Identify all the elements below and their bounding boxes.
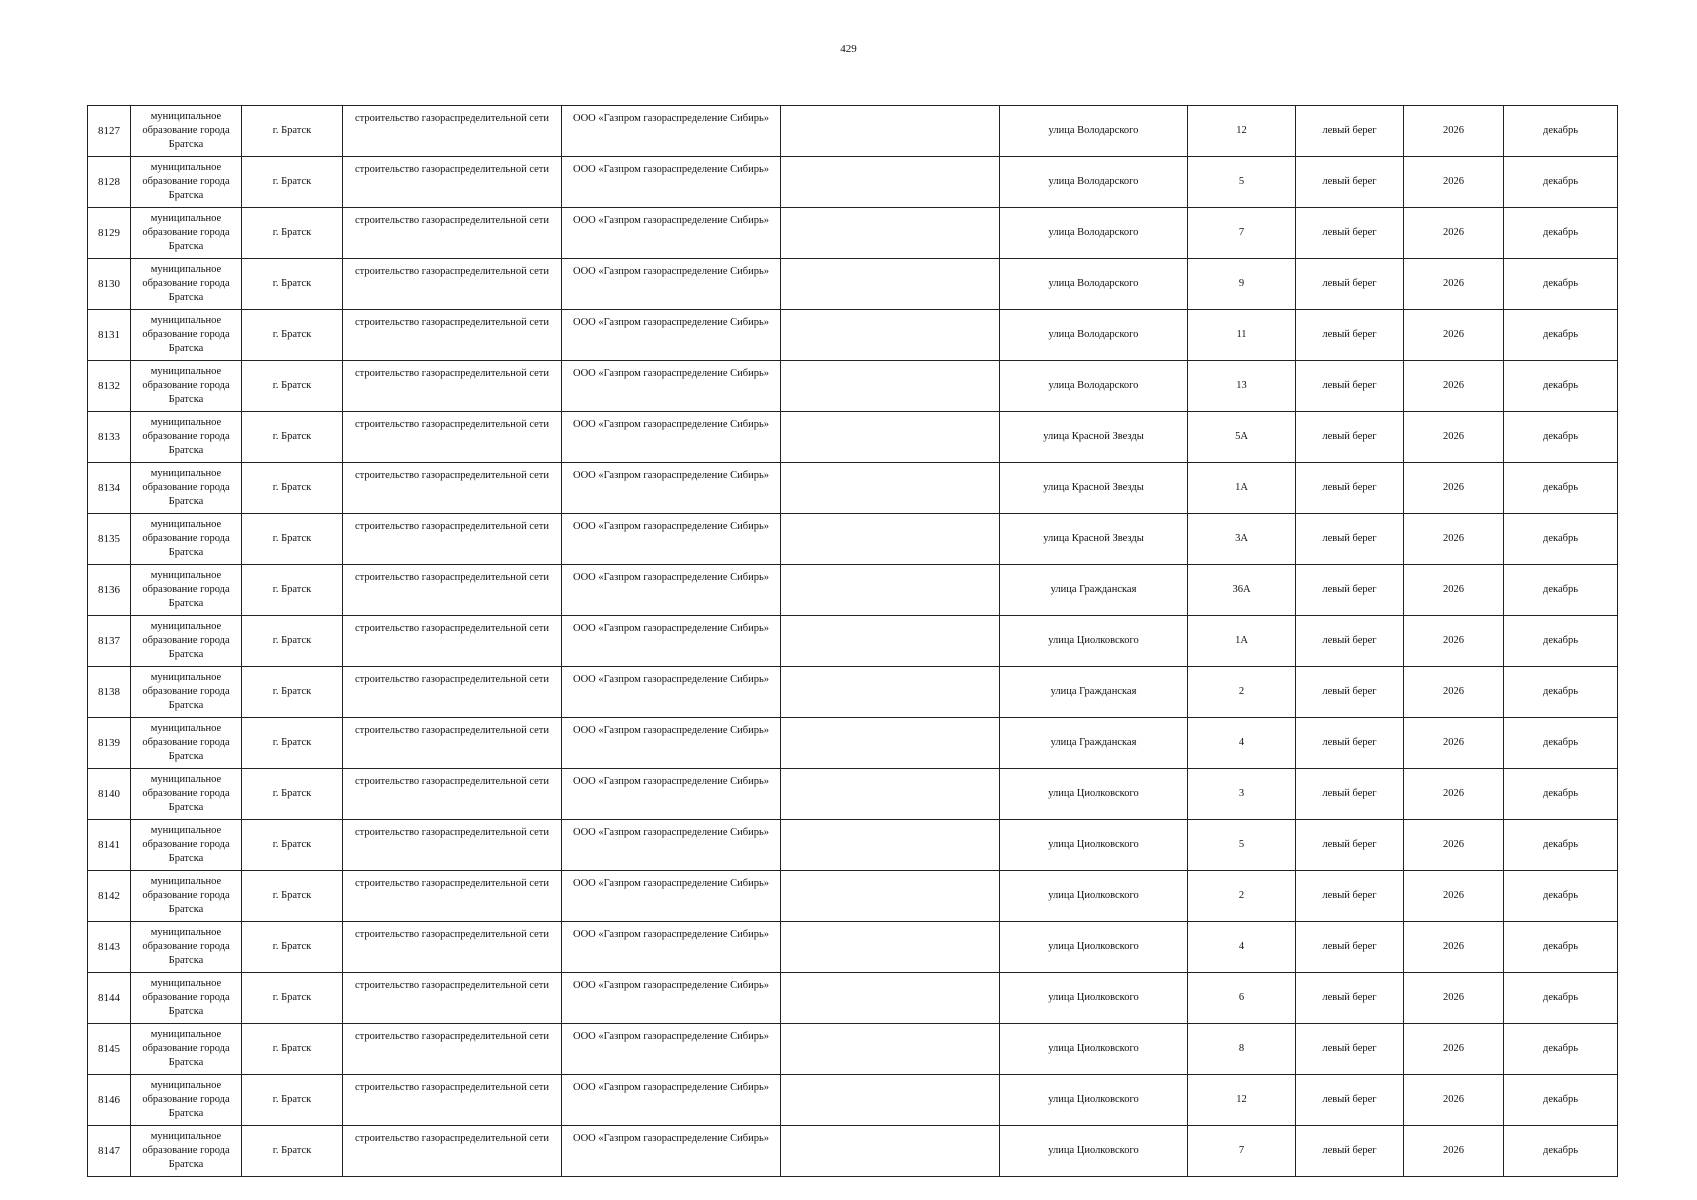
organization-cell: ООО «Газпром газораспределение Сибирь» (562, 1126, 781, 1177)
organization-cell: ООО «Газпром газораспределение Сибирь» (562, 769, 781, 820)
month-cell: декабрь (1504, 310, 1618, 361)
municipality-cell: муниципальное образование города Братска (131, 361, 242, 412)
house-number-cell: 7 (1188, 1126, 1296, 1177)
month-cell: декабрь (1504, 412, 1618, 463)
work-type-cell: строительство газораспределительной сети (343, 616, 562, 667)
organization-cell: ООО «Газпром газораспределение Сибирь» (562, 1075, 781, 1126)
table-row (88, 820, 1618, 871)
empty-cell (781, 1126, 1000, 1177)
table-row (88, 361, 1618, 412)
street-cell: улица Циолковского (1000, 820, 1188, 871)
empty-cell (781, 208, 1000, 259)
month-cell: декабрь (1504, 1075, 1618, 1126)
district-cell: левый берег (1296, 973, 1404, 1024)
municipality-cell: муниципальное образование города Братска (131, 310, 242, 361)
settlement-cell: г. Братск (242, 259, 343, 310)
municipality-cell: муниципальное образование города Братска (131, 157, 242, 208)
district-cell: левый берег (1296, 1126, 1404, 1177)
house-number-cell: 36А (1188, 565, 1296, 616)
empty-cell (781, 922, 1000, 973)
empty-cell (781, 514, 1000, 565)
settlement-cell: г. Братск (242, 361, 343, 412)
settlement-cell: г. Братск (242, 871, 343, 922)
district-cell: левый берег (1296, 106, 1404, 157)
district-cell: левый берег (1296, 769, 1404, 820)
year-cell: 2026 (1404, 718, 1504, 769)
month-cell: декабрь (1504, 667, 1618, 718)
table-row (88, 1024, 1618, 1075)
settlement-cell: г. Братск (242, 463, 343, 514)
organization-cell: ООО «Газпром газораспределение Сибирь» (562, 412, 781, 463)
work-type-cell: строительство газораспределительной сети (343, 1126, 562, 1177)
row-number: 8129 (88, 208, 131, 259)
work-type-cell: строительство газораспределительной сети (343, 718, 562, 769)
table-row (88, 718, 1618, 769)
row-number: 8137 (88, 616, 131, 667)
house-number-cell: 2 (1188, 871, 1296, 922)
work-type-cell: строительство газораспределительной сети (343, 973, 562, 1024)
row-number: 8131 (88, 310, 131, 361)
month-cell: декабрь (1504, 157, 1618, 208)
empty-cell (781, 667, 1000, 718)
settlement-cell: г. Братск (242, 667, 343, 718)
municipality-cell: муниципальное образование города Братска (131, 106, 242, 157)
street-cell: улица Володарского (1000, 259, 1188, 310)
district-cell: левый берег (1296, 361, 1404, 412)
organization-cell: ООО «Газпром газораспределение Сибирь» (562, 922, 781, 973)
house-number-cell: 13 (1188, 361, 1296, 412)
municipality-cell: муниципальное образование города Братска (131, 922, 242, 973)
table-row (88, 463, 1618, 514)
month-cell: декабрь (1504, 106, 1618, 157)
work-type-cell: строительство газораспределительной сети (343, 1075, 562, 1126)
year-cell: 2026 (1404, 616, 1504, 667)
organization-cell: ООО «Газпром газораспределение Сибирь» (562, 616, 781, 667)
row-number: 8141 (88, 820, 131, 871)
settlement-cell: г. Братск (242, 820, 343, 871)
table-row (88, 310, 1618, 361)
organization-cell: ООО «Газпром газораспределение Сибирь» (562, 871, 781, 922)
street-cell: улица Володарского (1000, 157, 1188, 208)
organization-cell: ООО «Газпром газораспределение Сибирь» (562, 565, 781, 616)
municipality-cell: муниципальное образование города Братска (131, 1075, 242, 1126)
street-cell: улица Володарского (1000, 106, 1188, 157)
district-cell: левый берег (1296, 1024, 1404, 1075)
house-number-cell: 6 (1188, 973, 1296, 1024)
street-cell: улица Циолковского (1000, 616, 1188, 667)
table-row (88, 565, 1618, 616)
year-cell: 2026 (1404, 565, 1504, 616)
month-cell: декабрь (1504, 514, 1618, 565)
organization-cell: ООО «Газпром газораспределение Сибирь» (562, 718, 781, 769)
year-cell: 2026 (1404, 259, 1504, 310)
street-cell: улица Циолковского (1000, 1075, 1188, 1126)
work-type-cell: строительство газораспределительной сети (343, 667, 562, 718)
municipality-cell: муниципальное образование города Братска (131, 1024, 242, 1075)
empty-cell (781, 973, 1000, 1024)
month-cell: декабрь (1504, 820, 1618, 871)
house-number-cell: 5А (1188, 412, 1296, 463)
organization-cell: ООО «Газпром газораспределение Сибирь» (562, 157, 781, 208)
street-cell: улица Гражданская (1000, 667, 1188, 718)
register-body (88, 106, 1618, 1177)
month-cell: декабрь (1504, 769, 1618, 820)
empty-cell (781, 820, 1000, 871)
district-cell: левый берег (1296, 157, 1404, 208)
year-cell: 2026 (1404, 667, 1504, 718)
month-cell: декабрь (1504, 361, 1618, 412)
month-cell: декабрь (1504, 1024, 1618, 1075)
municipality-cell: муниципальное образование города Братска (131, 412, 242, 463)
house-number-cell: 3А (1188, 514, 1296, 565)
house-number-cell: 5 (1188, 157, 1296, 208)
organization-cell: ООО «Газпром газораспределение Сибирь» (562, 463, 781, 514)
year-cell: 2026 (1404, 208, 1504, 259)
year-cell: 2026 (1404, 310, 1504, 361)
municipality-cell: муниципальное образование города Братска (131, 514, 242, 565)
year-cell: 2026 (1404, 1024, 1504, 1075)
table-row (88, 871, 1618, 922)
year-cell: 2026 (1404, 463, 1504, 514)
house-number-cell: 4 (1188, 718, 1296, 769)
settlement-cell: г. Братск (242, 157, 343, 208)
work-type-cell: строительство газораспределительной сети (343, 157, 562, 208)
house-number-cell: 12 (1188, 1075, 1296, 1126)
organization-cell: ООО «Газпром газораспределение Сибирь» (562, 259, 781, 310)
year-cell: 2026 (1404, 1075, 1504, 1126)
house-number-cell: 5 (1188, 820, 1296, 871)
house-number-cell: 4 (1188, 922, 1296, 973)
empty-cell (781, 1075, 1000, 1126)
organization-cell: ООО «Газпром газораспределение Сибирь» (562, 106, 781, 157)
row-number: 8142 (88, 871, 131, 922)
house-number-cell: 11 (1188, 310, 1296, 361)
street-cell: улица Красной Звезды (1000, 412, 1188, 463)
year-cell: 2026 (1404, 922, 1504, 973)
row-number: 8145 (88, 1024, 131, 1075)
table-row (88, 157, 1618, 208)
year-cell: 2026 (1404, 769, 1504, 820)
street-cell: улица Гражданская (1000, 565, 1188, 616)
empty-cell (781, 463, 1000, 514)
settlement-cell: г. Братск (242, 616, 343, 667)
month-cell: декабрь (1504, 463, 1618, 514)
row-number: 8138 (88, 667, 131, 718)
empty-cell (781, 412, 1000, 463)
empty-cell (781, 1024, 1000, 1075)
municipality-cell: муниципальное образование города Братска (131, 718, 242, 769)
month-cell: декабрь (1504, 922, 1618, 973)
empty-cell (781, 718, 1000, 769)
municipality-cell: муниципальное образование города Братска (131, 871, 242, 922)
row-number: 8139 (88, 718, 131, 769)
table-row (88, 667, 1618, 718)
district-cell: левый берег (1296, 718, 1404, 769)
municipality-cell: муниципальное образование города Братска (131, 820, 242, 871)
table-row (88, 1075, 1618, 1126)
table-row (88, 1126, 1618, 1177)
month-cell: декабрь (1504, 1126, 1618, 1177)
month-cell: декабрь (1504, 871, 1618, 922)
house-number-cell: 1А (1188, 616, 1296, 667)
empty-cell (781, 616, 1000, 667)
municipality-cell: муниципальное образование города Братска (131, 769, 242, 820)
municipality-cell: муниципальное образование города Братска (131, 463, 242, 514)
empty-cell (781, 565, 1000, 616)
year-cell: 2026 (1404, 157, 1504, 208)
month-cell: декабрь (1504, 565, 1618, 616)
house-number-cell: 8 (1188, 1024, 1296, 1075)
table-row (88, 616, 1618, 667)
settlement-cell: г. Братск (242, 412, 343, 463)
work-type-cell: строительство газораспределительной сети (343, 820, 562, 871)
work-type-cell: строительство газораспределительной сети (343, 565, 562, 616)
register-table (87, 105, 1618, 1177)
street-cell: улица Володарского (1000, 310, 1188, 361)
settlement-cell: г. Братск (242, 769, 343, 820)
organization-cell: ООО «Газпром газораспределение Сибирь» (562, 820, 781, 871)
organization-cell: ООО «Газпром газораспределение Сибирь» (562, 208, 781, 259)
work-type-cell: строительство газораспределительной сети (343, 361, 562, 412)
municipality-cell: муниципальное образование города Братска (131, 208, 242, 259)
table-row (88, 259, 1618, 310)
municipality-cell: муниципальное образование города Братска (131, 616, 242, 667)
house-number-cell: 3 (1188, 769, 1296, 820)
empty-cell (781, 157, 1000, 208)
street-cell: улица Циолковского (1000, 1024, 1188, 1075)
street-cell: улица Гражданская (1000, 718, 1188, 769)
month-cell: декабрь (1504, 259, 1618, 310)
street-cell: улица Циолковского (1000, 769, 1188, 820)
street-cell: улица Красной Звезды (1000, 514, 1188, 565)
empty-cell (781, 106, 1000, 157)
year-cell: 2026 (1404, 514, 1504, 565)
organization-cell: ООО «Газпром газораспределение Сибирь» (562, 310, 781, 361)
year-cell: 2026 (1404, 973, 1504, 1024)
year-cell: 2026 (1404, 820, 1504, 871)
district-cell: левый берег (1296, 565, 1404, 616)
street-cell: улица Циолковского (1000, 922, 1188, 973)
row-number: 8134 (88, 463, 131, 514)
year-cell: 2026 (1404, 871, 1504, 922)
table-row (88, 922, 1618, 973)
row-number: 8144 (88, 973, 131, 1024)
row-number: 8135 (88, 514, 131, 565)
table-row (88, 514, 1618, 565)
house-number-cell: 9 (1188, 259, 1296, 310)
settlement-cell: г. Братск (242, 106, 343, 157)
year-cell: 2026 (1404, 412, 1504, 463)
empty-cell (781, 361, 1000, 412)
row-number: 8143 (88, 922, 131, 973)
district-cell: левый берег (1296, 667, 1404, 718)
empty-cell (781, 259, 1000, 310)
municipality-cell: муниципальное образование города Братска (131, 1126, 242, 1177)
district-cell: левый берег (1296, 616, 1404, 667)
district-cell: левый берег (1296, 463, 1404, 514)
row-number: 8132 (88, 361, 131, 412)
empty-cell (781, 769, 1000, 820)
settlement-cell: г. Братск (242, 973, 343, 1024)
work-type-cell: строительство газораспределительной сети (343, 769, 562, 820)
district-cell: левый берег (1296, 514, 1404, 565)
settlement-cell: г. Братск (242, 208, 343, 259)
work-type-cell: строительство газораспределительной сети (343, 310, 562, 361)
row-number: 8136 (88, 565, 131, 616)
house-number-cell: 7 (1188, 208, 1296, 259)
month-cell: декабрь (1504, 208, 1618, 259)
municipality-cell: муниципальное образование города Братска (131, 565, 242, 616)
district-cell: левый берег (1296, 922, 1404, 973)
work-type-cell: строительство газораспределительной сети (343, 463, 562, 514)
work-type-cell: строительство газораспределительной сети (343, 259, 562, 310)
street-cell: улица Володарского (1000, 361, 1188, 412)
year-cell: 2026 (1404, 106, 1504, 157)
settlement-cell: г. Братск (242, 718, 343, 769)
page-number: 429 (840, 43, 857, 55)
row-number: 8147 (88, 1126, 131, 1177)
row-number: 8146 (88, 1075, 131, 1126)
work-type-cell: строительство газораспределительной сети (343, 412, 562, 463)
district-cell: левый берег (1296, 820, 1404, 871)
house-number-cell: 2 (1188, 667, 1296, 718)
street-cell: улица Володарского (1000, 208, 1188, 259)
municipality-cell: муниципальное образование города Братска (131, 667, 242, 718)
row-number: 8127 (88, 106, 131, 157)
settlement-cell: г. Братск (242, 565, 343, 616)
table-row (88, 973, 1618, 1024)
district-cell: левый берег (1296, 1075, 1404, 1126)
row-number: 8130 (88, 259, 131, 310)
district-cell: левый берег (1296, 259, 1404, 310)
street-cell: улица Циолковского (1000, 1126, 1188, 1177)
table-row (88, 106, 1618, 157)
district-cell: левый берег (1296, 412, 1404, 463)
organization-cell: ООО «Газпром газораспределение Сибирь» (562, 1024, 781, 1075)
month-cell: декабрь (1504, 973, 1618, 1024)
row-number: 8133 (88, 412, 131, 463)
empty-cell (781, 310, 1000, 361)
month-cell: декабрь (1504, 616, 1618, 667)
empty-cell (781, 871, 1000, 922)
year-cell: 2026 (1404, 1126, 1504, 1177)
row-number: 8140 (88, 769, 131, 820)
organization-cell: ООО «Газпром газораспределение Сибирь» (562, 361, 781, 412)
year-cell: 2026 (1404, 361, 1504, 412)
organization-cell: ООО «Газпром газораспределение Сибирь» (562, 973, 781, 1024)
table-row (88, 208, 1618, 259)
street-cell: улица Циолковского (1000, 871, 1188, 922)
settlement-cell: г. Братск (242, 922, 343, 973)
municipality-cell: муниципальное образование города Братска (131, 973, 242, 1024)
district-cell: левый берег (1296, 310, 1404, 361)
table-row (88, 412, 1618, 463)
street-cell: улица Красной Звезды (1000, 463, 1188, 514)
district-cell: левый берег (1296, 871, 1404, 922)
settlement-cell: г. Братск (242, 1075, 343, 1126)
work-type-cell: строительство газораспределительной сети (343, 871, 562, 922)
house-number-cell: 12 (1188, 106, 1296, 157)
work-type-cell: строительство газораспределительной сети (343, 514, 562, 565)
organization-cell: ООО «Газпром газораспределение Сибирь» (562, 514, 781, 565)
district-cell: левый берег (1296, 208, 1404, 259)
settlement-cell: г. Братск (242, 1024, 343, 1075)
settlement-cell: г. Братск (242, 310, 343, 361)
settlement-cell: г. Братск (242, 1126, 343, 1177)
table-row (88, 769, 1618, 820)
work-type-cell: строительство газораспределительной сети (343, 106, 562, 157)
work-type-cell: строительство газораспределительной сети (343, 922, 562, 973)
street-cell: улица Циолковского (1000, 973, 1188, 1024)
organization-cell: ООО «Газпром газораспределение Сибирь» (562, 667, 781, 718)
work-type-cell: строительство газораспределительной сети (343, 208, 562, 259)
municipality-cell: муниципальное образование города Братска (131, 259, 242, 310)
work-type-cell: строительство газораспределительной сети (343, 1024, 562, 1075)
month-cell: декабрь (1504, 718, 1618, 769)
house-number-cell: 1А (1188, 463, 1296, 514)
row-number: 8128 (88, 157, 131, 208)
settlement-cell: г. Братск (242, 514, 343, 565)
